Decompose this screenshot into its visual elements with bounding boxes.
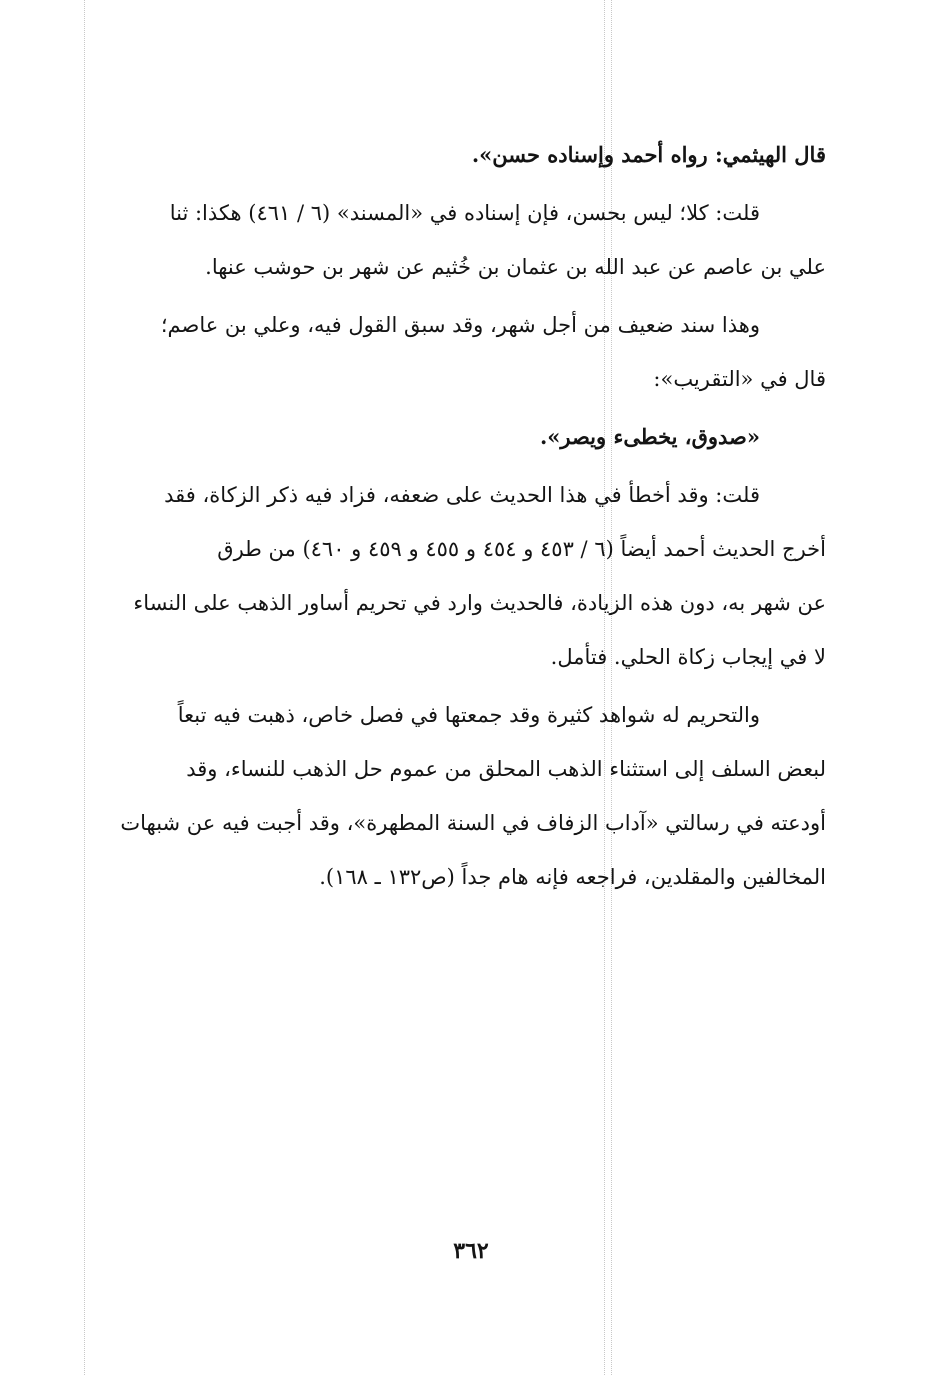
text-line: قلت: وقد أخطأ في هذا الحديث على ضعفه، فزاد فيه ذكر الزكاة، فقد xyxy=(164,483,760,507)
text-line: قلت: كلا؛ ليس بحسن، فإن إسناده في «المسند» (٦ / ٤٦١) هكذا: ثنا xyxy=(169,201,760,225)
text-line: عن شهر به، دون هذه الزيادة، فالحديث وارد في تحريم أساور الذهب على النساء xyxy=(133,591,826,615)
text-line: لبعض السلف إلى استثناء الذهب المحلق من عموم حل الذهب للنساء، وقد xyxy=(186,757,826,781)
text-line: قال الهيثمي: رواه أحمد وإسناده حسن». xyxy=(471,142,826,167)
page-number: ٣٦٢ xyxy=(453,1238,489,1264)
text-line: أخرج الحديث أحمد أيضاً (٦ / ٤٥٣ و ٤٥٤ و ٤٥٥ و ٤٥٩ و ٤٦٠) من طرق xyxy=(217,537,826,561)
text-line: علي بن عاصم عن عبد الله بن عثمان بن خُثيم عن شهر بن حوشب عنها. xyxy=(205,255,826,279)
text-line: لا في إيجاب زكاة الحلي. فتأمل. xyxy=(550,645,826,669)
text-line: المخالفين والمقلدين، فراجعه فإنه هام جداً (ص١٣٢ ـ ١٦٨). xyxy=(319,865,826,889)
text-line: «صدوق، يخطىء ويصر». xyxy=(539,424,760,449)
text-line: والتحريم له شواهد كثيرة وقد جمعتها في فصل خاص، ذهبت فيه تبعاً xyxy=(177,703,760,727)
text-line: وهذا سند ضعيف من أجل شهر، وقد سبق القول فيه، وعلي بن عاصم؛ xyxy=(160,313,760,337)
text-line: أودعته في رسالتي «آداب الزفاف في السنة المطهرة»، وقد أجبت فيه عن شبهات xyxy=(120,811,826,835)
body-text xyxy=(78,128,826,904)
text-line: قال في «التقريب»: xyxy=(653,367,826,391)
